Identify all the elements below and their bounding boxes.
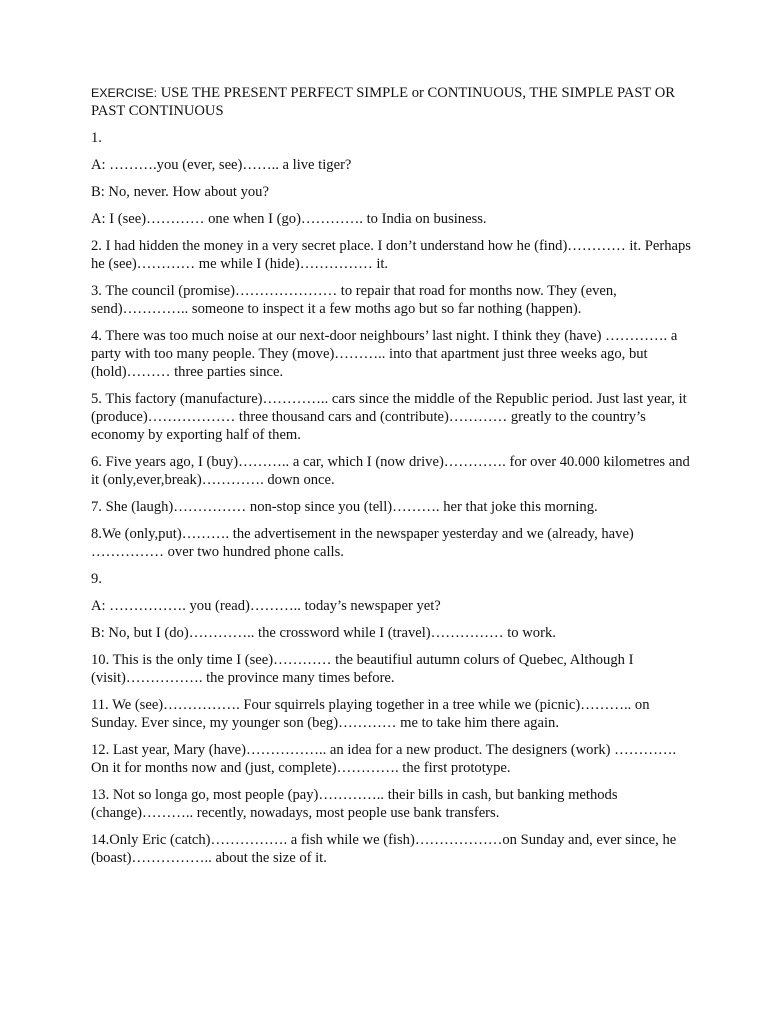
question-5: 5. This factory (manufacture)………….. cars since the middle of the Republic period. Just last year, it (produce)……………… three thousand cars and (contribute)………… greatly to the country’s economy by exporting half of them. — [91, 391, 687, 443]
question-number-1: 1. — [91, 130, 102, 146]
dialogue-line: B: No, never. How about you? — [91, 184, 269, 200]
dialogue-line: A: ……….you (ever, see)…….. a live tiger? — [91, 157, 352, 173]
question-4: 4. There was too much noise at our next-door neighbours’ last night. I think they (have) …………. a party with too many people. They (move)……….. into that apartment just three weeks ago, but (hold)……… three parties since. — [91, 328, 678, 380]
question-2: 2. I had hidden the money in a very secret place. I don’t understand how he (find)………… it. Perhaps he (see)………… me while I (hide)…………… it. — [91, 238, 691, 272]
question-3: 3. The council (promise)………………… to repair that road for months now. They (even, send)………….. someone to inspect it a few moths ago but so far nothing (happen). — [91, 283, 617, 317]
exercise-instruction: USE THE PRESENT PERFECT SIMPLE or CONTINUOUS, THE SIMPLE PAST OR PAST CONTINUOUS — [91, 85, 676, 119]
worksheet-page — [91, 84, 691, 876]
dialogue-line: A: ……………. you (read)……….. today’s newspaper yet? — [91, 598, 441, 614]
question-11: 11. We (see)……………. Four squirrels playing together in a tree while we (picnic)……….. on Sunday. Ever since, my younger son (beg)………… me to take him there again. — [91, 697, 650, 731]
exercise-label: EXERCISE: — [91, 86, 158, 100]
dialogue-line: A: I (see)………… one when I (go)…………. to India on business. — [91, 211, 487, 227]
question-number-9: 9. — [91, 571, 102, 587]
question-8: 8.We (only,put)………. the advertisement in the newspaper yesterday and we (already, have) …………… over two hundred phone calls. — [91, 526, 634, 560]
question-13: 13. Not so longa go, most people (pay)………….. their bills in cash, but banking methods (change)……….. recently, nowadays, most people use bank transfers. — [91, 787, 618, 821]
question-12: 12. Last year, Mary (have)…………….. an idea for a new product. The designers (work) …………. On it for months now and (just, complete)…………. the first prototype. — [91, 742, 677, 776]
question-7: 7. She (laugh)…………… non-stop since you (tell)………. her that joke this morning. — [91, 499, 598, 515]
question-6: 6. Five years ago, I (buy)……….. a car, which I (now drive)…………. for over 40.000 kilometres and it (only,ever,break)…………. down once. — [91, 454, 690, 488]
question-14: 14.Only Eric (catch)……………. a fish while we (fish)………………on Sunday and, ever since, he (boast)…………….. about the size of it. — [91, 832, 677, 866]
dialogue-line: B: No, but I (do)………….. the crossword while I (travel)…………… to work. — [91, 625, 556, 641]
exercise-title — [91, 84, 691, 120]
question-10: 10. This is the only time I (see)………… the beautifiul autumn colurs of Quebec, Although I (visit)……………. the province many times before. — [91, 652, 634, 686]
